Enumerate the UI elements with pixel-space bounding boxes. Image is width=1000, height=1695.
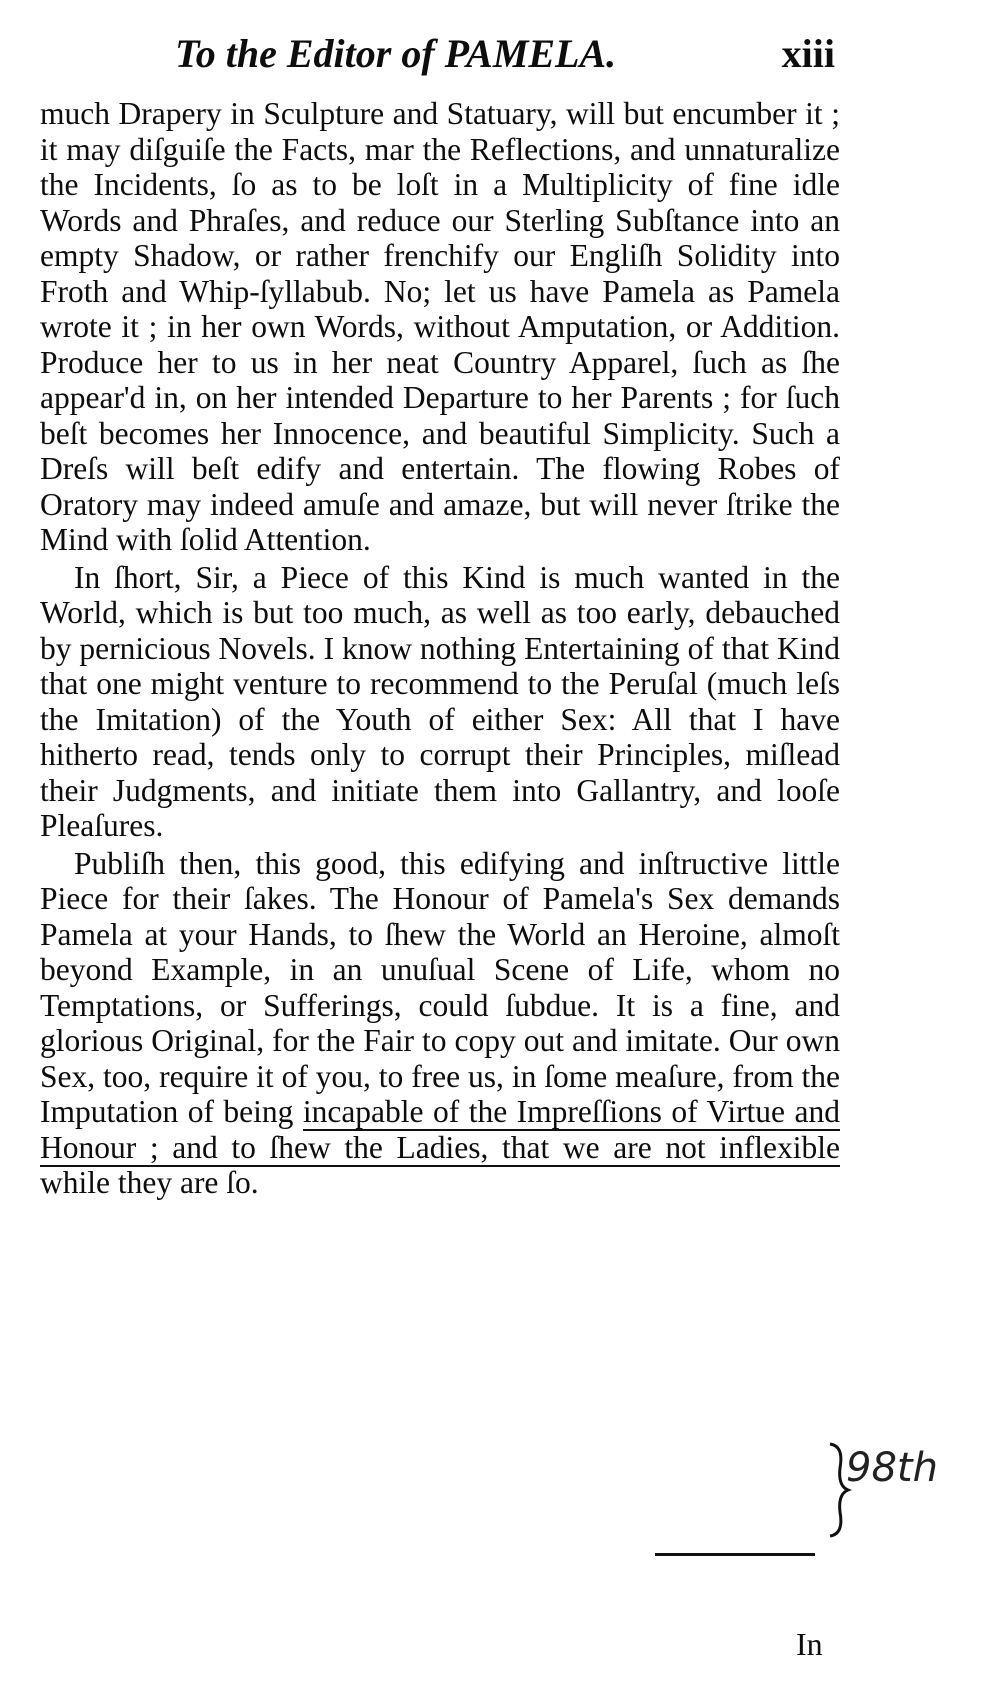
running-header: [175, 30, 835, 90]
paragraph-1: much Drapery in Sculpture and Statuary, will but encumber it ; it may diſguiſe the Facts, mar the Reflections, and unnaturalize the Incidents, ſo as to be loſt in a Multiplicity of fine idle Words and Phraſes, and reduce our Sterling Subſtance into an empty Shadow, or rather frenchify our Engliſh Solidity into Froth and Whip-ſyllabub. No; let us have Pamela as Pamela wrote it ; in her own Words, without Amputation, or Addition. Produce her to us in her neat Country Apparel, ſuch as ſhe appear'd in, on her intended Departure to her Parents ; for ſuch beſt becomes her Innocence, and beautiful Simplicity. Such a Dreſs will beſt edify and entertain. The flowing Robes of Oratory may indeed amuſe and amaze, but will never ſtrike the Mind with ſolid Attention.: [40, 96, 840, 557]
running-title: To the Editor of PAMELA.: [175, 31, 617, 76]
ink-rule: [655, 1553, 815, 1556]
paragraph-3-text: Publiſh then, this good, this edifying and inſtructive little Piece for their ſakes. The Honour of Pamela's Sex demands Pamela at your Hands, to ſhew the World an Heroine, almoſt beyond Example, in an unuſual Scene of Life, whom no Temptations, or Sufferings, could ſubdue. It is a fine, and glorious Original, for the Fair to copy out and imitate. Our own Sex, too, require it of you, to free us, in ſome meaſure, from the Imputation of being: [40, 845, 840, 1129]
catchword: In: [796, 1626, 823, 1662]
body-text: [40, 96, 840, 1201]
page-number: xiii: [781, 31, 835, 76]
paragraph-3-end: while they are ſo.: [40, 1165, 259, 1200]
paragraph-3: [40, 846, 840, 1201]
paragraph-2: In ſhort, Sir, a Piece of this Kind is much wanted in the World, which is but too much, as well as too early, debauched by pernicious Novels. I know nothing Entertaining of that Kind that one might venture to recommend to the Peruſal (much leſs the Imitation) of the Youth of either Sex: All that I have hitherto read, tends only to corrupt their Principles, miſlead their Judgments, and initiate them into Gallantry, and looſe Pleaſures.: [40, 559, 840, 843]
handwritten-note: 98th: [846, 1445, 938, 1491]
underlined-passage: incapable of the Impreſſions of Virtue and Honour ; and to ſhew the Ladies, that we are not inflexible: [40, 1094, 840, 1165]
